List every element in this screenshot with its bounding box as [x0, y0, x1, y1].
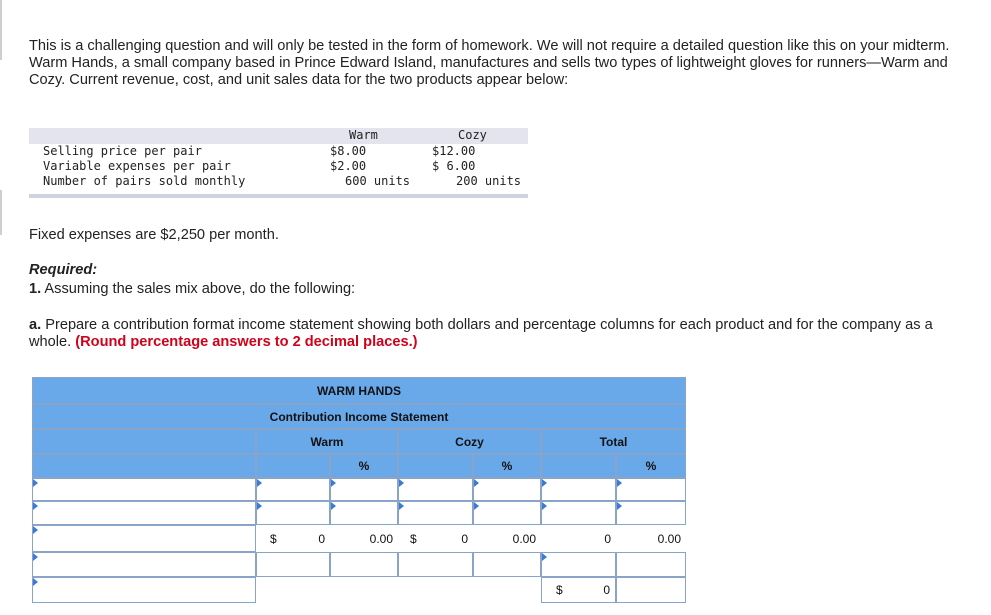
- cozy-pct-cell: [473, 525, 541, 552]
- input-marker-icon: [257, 479, 262, 487]
- total-amount-input[interactable]: [541, 478, 616, 501]
- dropdown-arrow-icon: [33, 526, 38, 534]
- cozy-pct-input[interactable]: [473, 478, 541, 501]
- data-row-cozy: $ 6.00: [432, 159, 476, 173]
- header-blank: [256, 454, 330, 478]
- data-table-bottom-rule: [29, 194, 528, 198]
- dropdown-arrow-icon: [33, 479, 38, 487]
- header-blank: [541, 454, 616, 478]
- pct-header-cozy: %: [473, 454, 541, 478]
- dollar-sign: $: [270, 531, 277, 546]
- data-row-label: Variable expenses per pair: [43, 159, 231, 173]
- row-label-dropdown[interactable]: [32, 478, 256, 501]
- input-marker-icon: [617, 479, 622, 487]
- input-marker-icon: [331, 502, 336, 510]
- fixed-expenses-text: Fixed expenses are $2,250 per month.: [29, 227, 279, 243]
- cozy-pct-input[interactable]: [473, 552, 541, 577]
- left-border: [0, 190, 2, 235]
- row-label-dropdown[interactable]: [32, 577, 256, 603]
- data-col-cozy: Cozy: [458, 128, 487, 142]
- total-amount-input[interactable]: [541, 552, 616, 577]
- data-row-warm: 600 units: [345, 174, 411, 188]
- total-amount-cell: [541, 577, 616, 603]
- cozy-amount-input[interactable]: [398, 501, 473, 525]
- total-amount-input[interactable]: [541, 501, 616, 525]
- question-intro: [29, 38, 979, 89]
- total-pct-input[interactable]: [616, 478, 686, 501]
- warm-pct-input[interactable]: [330, 552, 398, 577]
- warm-amount-cell: [256, 525, 330, 552]
- statement-title-header: Contribution Income Statement: [32, 404, 686, 429]
- total-amount-value: 0: [603, 583, 610, 597]
- header-blank: [398, 454, 473, 478]
- question-1a: [29, 317, 959, 351]
- input-marker-icon: [542, 553, 547, 561]
- warm-pct-input[interactable]: [330, 478, 398, 501]
- total-pct-input[interactable]: [616, 577, 686, 603]
- intro-line-1: This is a challenging question and will only be tested in the form of homework. We will not require a detailed question like this on your midterm.: [29, 38, 950, 54]
- row5-blank: [256, 577, 541, 603]
- input-marker-icon: [399, 479, 404, 487]
- header-blank: [32, 454, 256, 478]
- cozy-pct-value: 0.00: [512, 531, 536, 546]
- dropdown-arrow-icon: [33, 553, 38, 561]
- dropdown-arrow-icon: [33, 502, 38, 510]
- data-row-warm: $8.00: [330, 144, 367, 158]
- input-marker-icon: [331, 479, 336, 487]
- statement-company-header: WARM HANDS: [32, 377, 686, 404]
- dollar-sign: $: [556, 583, 563, 597]
- total-pct-cell: [616, 525, 686, 552]
- input-marker-icon: [474, 502, 479, 510]
- warm-pct-value: 0.00: [369, 531, 393, 546]
- warm-pct-input[interactable]: [330, 501, 398, 525]
- pct-header-warm: %: [330, 454, 398, 478]
- cozy-amount-input[interactable]: [398, 478, 473, 501]
- dropdown-arrow-icon: [33, 578, 38, 586]
- cozy-pct-input[interactable]: [473, 501, 541, 525]
- warm-amount-input[interactable]: [256, 552, 330, 577]
- input-marker-icon: [617, 502, 622, 510]
- header-blank: [32, 429, 256, 454]
- total-amount-value: 0: [604, 531, 611, 546]
- question-1: [29, 281, 355, 297]
- rounding-note: (Round percentage answers to 2 decimal places.): [75, 334, 418, 350]
- data-row-warm: $2.00: [330, 159, 367, 173]
- question-1-number: 1.: [29, 281, 42, 297]
- data-row-label: Number of pairs sold monthly: [43, 174, 246, 188]
- total-pct-value: 0.00: [657, 531, 681, 546]
- data-col-warm: Warm: [349, 128, 378, 142]
- required-heading: Required:: [29, 262, 98, 278]
- warm-amount-value: 0: [318, 531, 325, 546]
- warm-pct-cell: [330, 525, 398, 552]
- question-1a-number: a.: [29, 317, 42, 333]
- intro-line-2: Warm Hands, a small company based in Prince Edward Island, manufactures and sells two types of lightweight gloves for runners—Warm and Cozy. Current revenue, cost, and unit sales data for the two products appear below:: [29, 55, 948, 88]
- data-table-header-bar: [29, 128, 528, 144]
- income-statement-grid: [32, 377, 686, 603]
- warm-amount-input[interactable]: [256, 478, 330, 501]
- input-marker-icon: [257, 502, 262, 510]
- total-pct-input[interactable]: [616, 552, 686, 577]
- row-label-dropdown[interactable]: [32, 501, 256, 525]
- dollar-sign: $: [410, 531, 417, 546]
- row-label-dropdown[interactable]: [32, 552, 256, 577]
- row-label-dropdown[interactable]: [32, 525, 256, 552]
- input-marker-icon: [474, 479, 479, 487]
- input-marker-icon: [399, 502, 404, 510]
- pct-header-total: %: [616, 454, 686, 478]
- data-row-label: Selling price per pair: [43, 144, 202, 158]
- question-1a-text: Prepare a contribution format income statement showing both dollars and percentage columns for each product and for the company as a whole.: [29, 317, 933, 350]
- left-border: [0, 0, 2, 60]
- cozy-amount-value: 0: [461, 531, 468, 546]
- cozy-amount-input[interactable]: [398, 552, 473, 577]
- data-row-cozy: 200 units: [456, 174, 522, 188]
- input-marker-icon: [542, 502, 547, 510]
- data-row-cozy: $12.00: [432, 144, 476, 158]
- column-header-cozy: Cozy: [398, 429, 541, 454]
- input-marker-icon: [542, 479, 547, 487]
- cozy-amount-cell: [398, 525, 473, 552]
- total-amount-cell: [541, 525, 616, 552]
- total-pct-input[interactable]: [616, 501, 686, 525]
- column-header-total: Total: [541, 429, 686, 454]
- question-1-text: Assuming the sales mix above, do the following:: [44, 281, 356, 297]
- warm-amount-input[interactable]: [256, 501, 330, 525]
- column-header-warm: Warm: [256, 429, 398, 454]
